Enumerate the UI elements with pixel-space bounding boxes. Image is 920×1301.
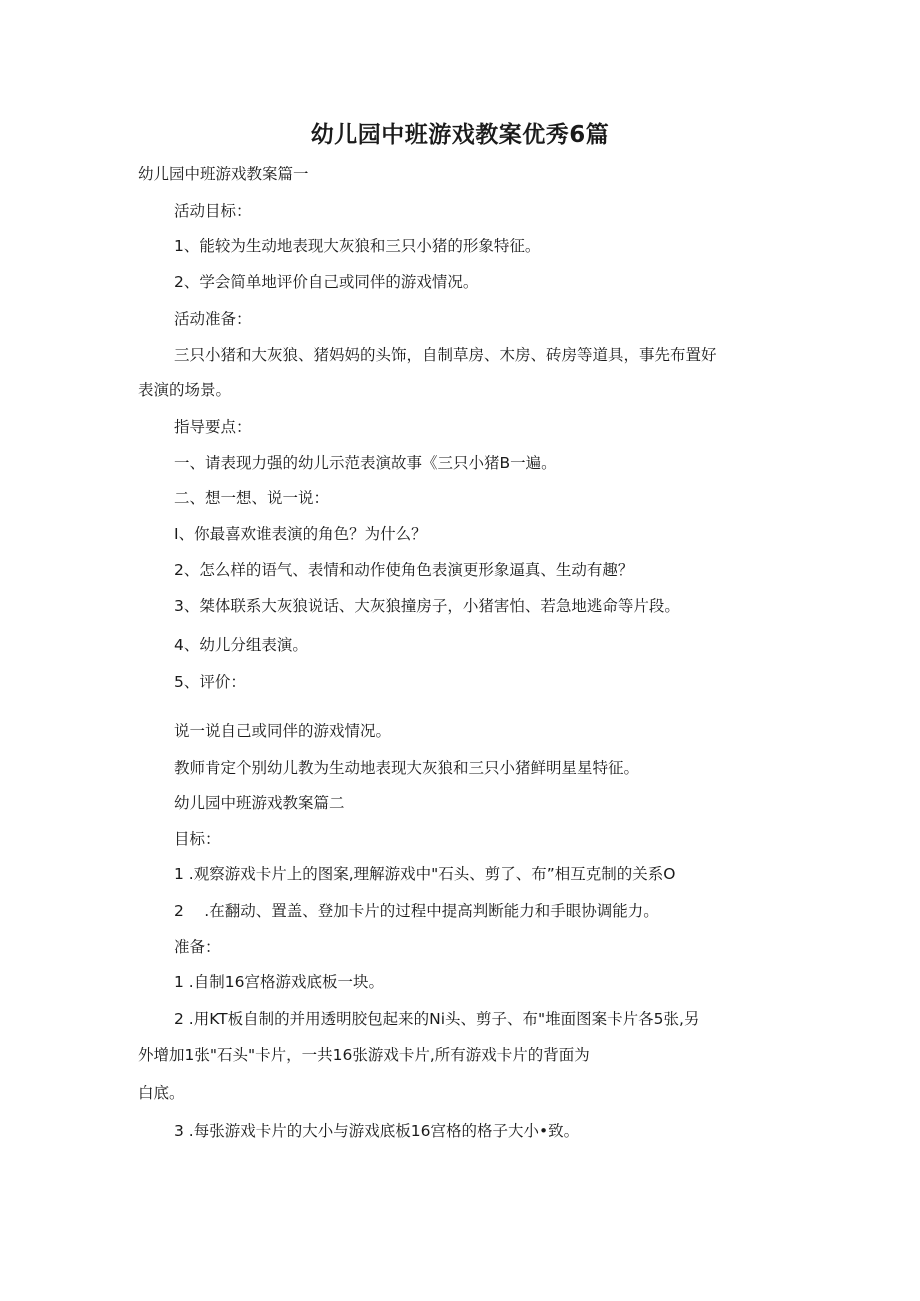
section-heading: 幼儿园中班游戏教案篇一 [138, 165, 309, 183]
paragraph: 1 .观察游戏卡片上的图案,理解游戏中"石头、剪了、布”相互克制的关系O [174, 865, 676, 883]
paragraph: 2 .在翻动、置盖、登加卡片的过程中提高判断能力和手眼协调能力。 [174, 902, 659, 920]
paragraph: 1 .自制16宫格游戏底板一块。 [174, 973, 384, 991]
paragraph: 二、想一想、说一说： [174, 489, 330, 507]
paragraph: 准备： [174, 938, 221, 956]
paragraph: 2、学会简单地评价自己或同伴的游戏情况。 [174, 273, 479, 291]
paragraph: 5、评价： [174, 673, 246, 691]
paragraph: I、你最喜欢谁表演的角色？为什么？ [174, 525, 427, 543]
document-title: 幼儿园中班游戏教案优秀6篇 [310, 122, 610, 148]
paragraph: 3 .每张游戏卡片的大小与游戏底板16宫格的格子大小•致。 [174, 1122, 580, 1140]
paragraph: 指导要点： [174, 418, 252, 436]
paragraph: 白底。 [138, 1084, 185, 1102]
section-heading: 幼儿园中班游戏教案篇二 [174, 794, 345, 812]
paragraph: 教师肯定个别幼儿教为生动地表现大灰狼和三只小猪鲜明星星特征。 [174, 759, 640, 777]
paragraph: 活动准备： [174, 310, 252, 328]
paragraph: 2、怎么样的语气、表情和动作使角色表演更形象逼真、生动有趣？ [174, 561, 634, 579]
paragraph: 2 .用KT板自制的并用透明胶包起来的Ni头、剪子、布"堆面图案卡片各5张,另 [174, 1010, 700, 1028]
paragraph: 一、请表现力强的幼儿示范表演故事《三只小猪B一遍。 [174, 454, 557, 472]
paragraph: 外增加1张"石头"卡片，一共16张游戏卡片,所有游戏卡片的背面为 [138, 1046, 590, 1064]
paragraph: 1、能较为生动地表现大灰狼和三只小猪的形象特征。 [174, 237, 541, 255]
paragraph: 活动目标： [174, 202, 252, 220]
paragraph: 3、桀体联系大灰狼说话、大灰狼撞房子，小猪害怕、若急地逃命等片段。 [174, 597, 680, 615]
paragraph: 目标： [174, 830, 221, 848]
paragraph: 三只小猪和大灰狼、猪妈妈的头饰，自制草房、木房、砖房等道具，事先布置好 [174, 346, 717, 364]
paragraph: 说一说自己或同伴的游戏情况。 [174, 722, 392, 740]
paragraph: 4、幼儿分组表演。 [174, 636, 308, 654]
paragraph: 表演的场景。 [138, 381, 232, 399]
